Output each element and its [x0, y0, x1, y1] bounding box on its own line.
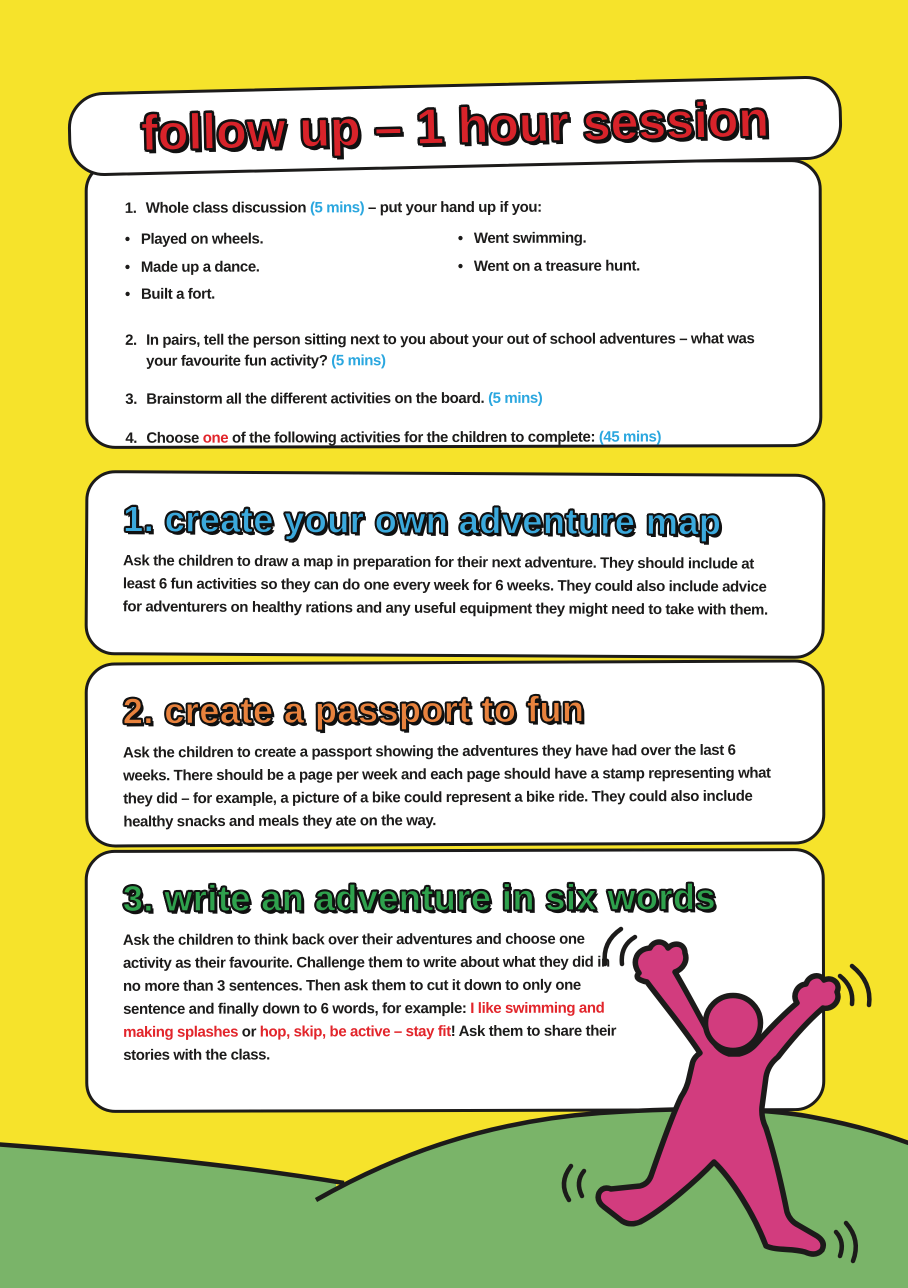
bullet-columns	[125, 228, 779, 312]
item-number: 2.	[125, 331, 137, 349]
item-number: 3.	[125, 390, 137, 408]
bullet-item: • Played on wheels.	[125, 229, 458, 250]
item-text: Whole class discussion (5 mins) – put your hand up if you:	[145, 198, 542, 217]
section-heading: 2. create a passport to fun	[122, 688, 585, 732]
section-heading: 3. write an adventure in six words	[122, 876, 717, 919]
item-text: Choose one of the following activities for the children to complete: (45 mins)	[146, 427, 662, 447]
intro-card	[85, 159, 823, 449]
figure-head	[706, 996, 761, 1051]
figure-body	[598, 942, 838, 1254]
intro-item-3	[125, 387, 779, 410]
item-number: 4.	[125, 429, 138, 447]
bullet-item: • Went on a treasure hunt.	[458, 256, 640, 276]
section-body: Ask the children to draw a map in preparation for their next adventure. They should include at least 6 fun activities so they can do one every week for 6 weeks. They could also include advice for adventurers on healthy rations and any useful equipment they might need to take with them.	[122, 552, 768, 619]
bullet-list-left	[125, 229, 458, 312]
left-hill	[0, 1144, 336, 1288]
intro-item-4	[125, 426, 779, 449]
bullet-item: • Went swimming.	[458, 229, 640, 249]
item-number: 1.	[124, 199, 137, 217]
jumping-figure-illustration	[555, 915, 895, 1285]
section-body: Ask the children to create a passport showing the adventures they have had over the last 6 weeks. There should be a page per week and each page should have a stamp representing what they did – for example, a picture of a bike could represent a bike ride. They could also include healthy snacks and meals they ate on the way.	[122, 741, 771, 831]
section-card-adventure-map	[85, 470, 826, 659]
item-text: Brainstorm all the different activities on the board. (5 mins)	[146, 389, 543, 408]
page-title: follow up – 1 hour session	[140, 90, 770, 162]
intro-item-1	[125, 196, 779, 219]
bullet-item: • Made up a dance.	[125, 256, 458, 277]
title-banner	[67, 75, 843, 177]
item-text: In pairs, tell the person sitting next to you about your out of school adventures – what was your favourite fun activity? (5 mins)	[146, 329, 755, 370]
intro-item-2	[125, 328, 779, 372]
section-card-passport-to-fun	[85, 659, 826, 847]
bullet-list-right	[458, 229, 640, 312]
bullet-item: • Built a fort.	[125, 284, 458, 305]
section-body: Ask the children to think back over their adventures and choose one activity as their favourite. Challenge them to write about what they did in no more than 3 sentences. Then ask them to cut it down to only one sentence and finally down to 6 words, for example: I like swimming and making splashes or hop, skip, be active – stay fit! Ask them to share their stories with the class.	[122, 930, 617, 1064]
section-heading: 1. create your own adventure map	[123, 498, 722, 543]
